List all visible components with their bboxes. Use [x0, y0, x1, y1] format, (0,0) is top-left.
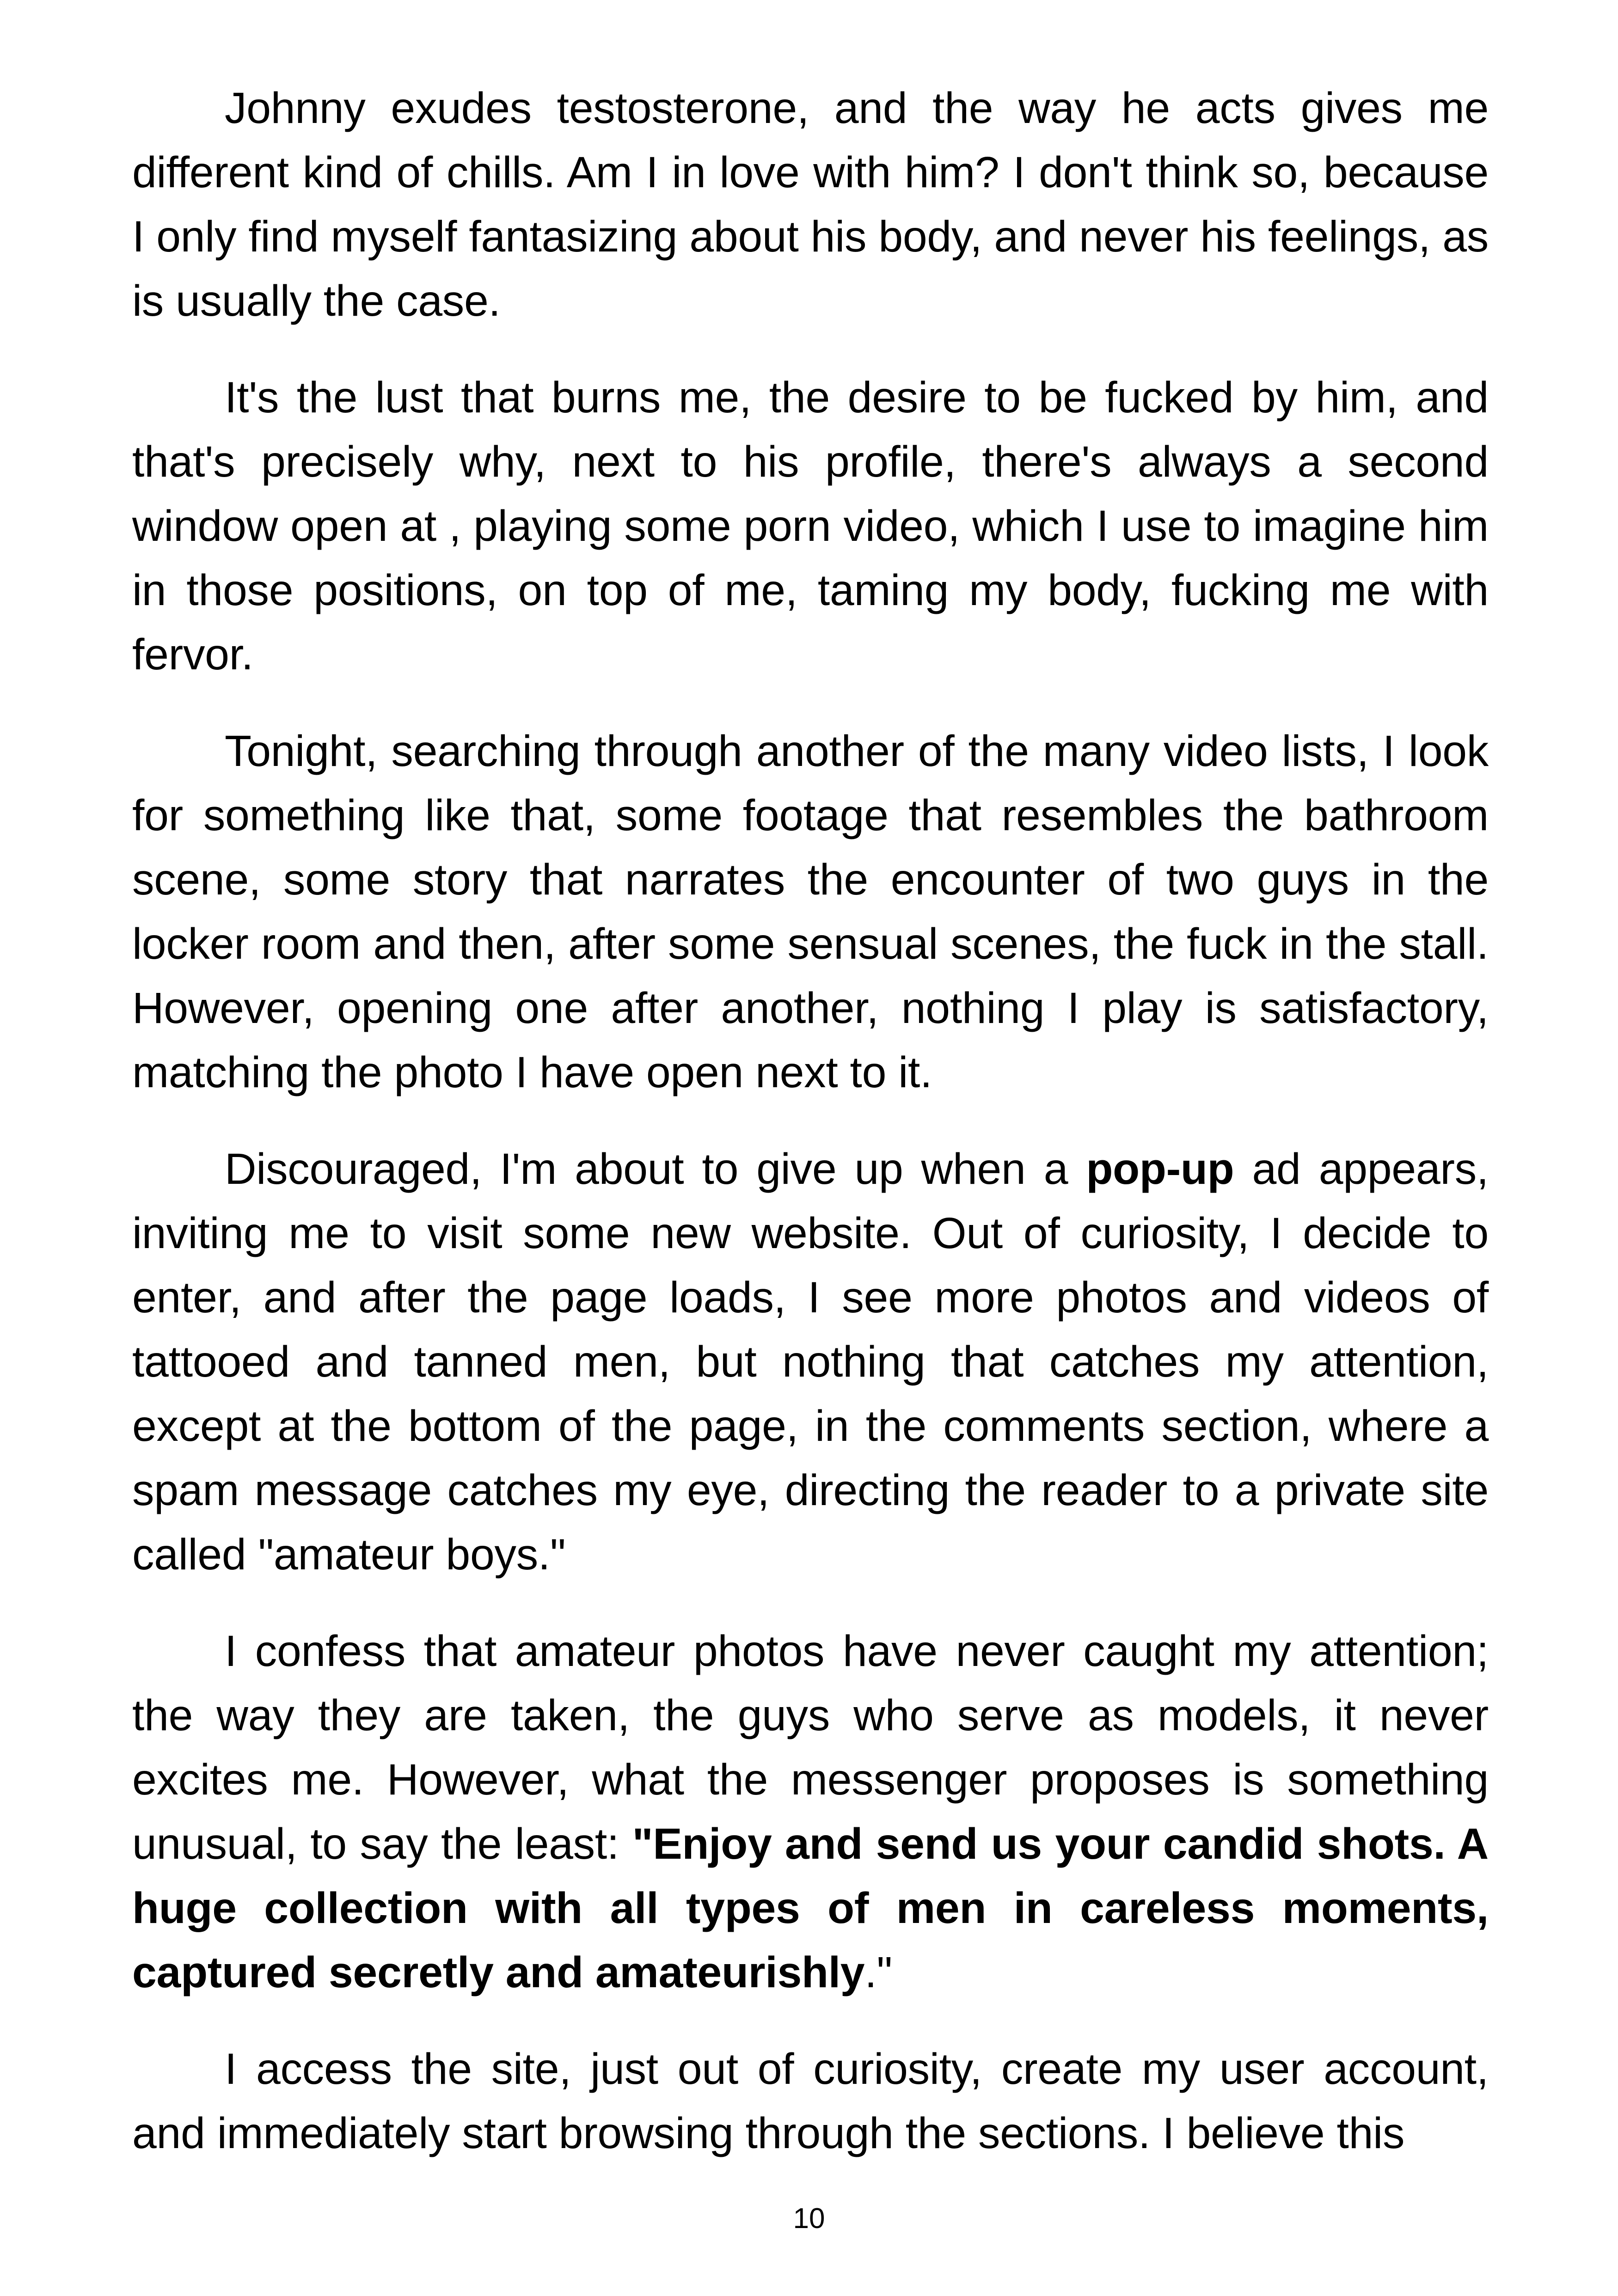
- paragraph-1-text: Johnny exudes testosterone, and the way he acts gives me different kind of chills. Am I in love with him? I don't think so, because I only find myself fantasizing about his body, and never his feelings, as is usually the case.: [132, 84, 1489, 325]
- paragraph-3-text: Tonight, searching through another of the many video lists, I look for something like that, some footage that resembles the bathroom scene, some story that narrates the encounter of two guys in the locker room and then, after some sensual scenes, the fuck in the stall. However, opening one after another, nothing I play is satisfactory, matching the photo I have open next to it.: [132, 727, 1489, 1097]
- paragraph-4-bold-term: pop-up: [1086, 1145, 1234, 1194]
- body-text: [132, 76, 1489, 2166]
- paragraph-3: [132, 719, 1489, 1105]
- paragraph-4-text-b: ad appears, inviting me to visit some new website. Out of curiosity, I decide to enter, and after the page loads, I see more photos and videos of tattooed and tanned men, but nothing that catches my attention, except at the bottom of the page, in the comments section, where a spam message catches my eye, directing the reader to a private site called "amateur boys.": [132, 1145, 1489, 1579]
- paragraph-5: [132, 1619, 1489, 2005]
- paragraph-5-text-b: .": [864, 1948, 892, 1997]
- paragraph-6: [132, 2037, 1489, 2166]
- page-number: 10: [793, 2203, 825, 2235]
- paragraph-4: [132, 1137, 1489, 1587]
- paragraph-1: [132, 76, 1489, 333]
- paragraph-5-bold-quote: "Enjoy and send us your candid shots. A huge collection with all types of men in careless moments, captured secretly and amateurishly: [132, 1819, 1489, 1997]
- paragraph-2: [132, 366, 1489, 687]
- paragraph-5-text-a: I confess that amateur photos have never caught my attention; the way they are taken, the guys who serve as models, it never excites me. However, what the messenger proposes is something unusual, to say the least:: [132, 1627, 1489, 1868]
- paragraph-4-text-a: Discouraged, I'm about to give up when a: [225, 1145, 1086, 1194]
- paragraph-2-text: It's the lust that burns me, the desire to be fucked by him, and that's precisely why, next to his profile, there's always a second window open at , playing some porn video, which I use to imagine him in those positions, on top of me, taming my body, fucking me with fervor.: [132, 373, 1489, 679]
- paragraph-6-text: I access the site, just out of curiosity, create my user account, and immediately start browsing through the sections. I believe this: [132, 2045, 1489, 2158]
